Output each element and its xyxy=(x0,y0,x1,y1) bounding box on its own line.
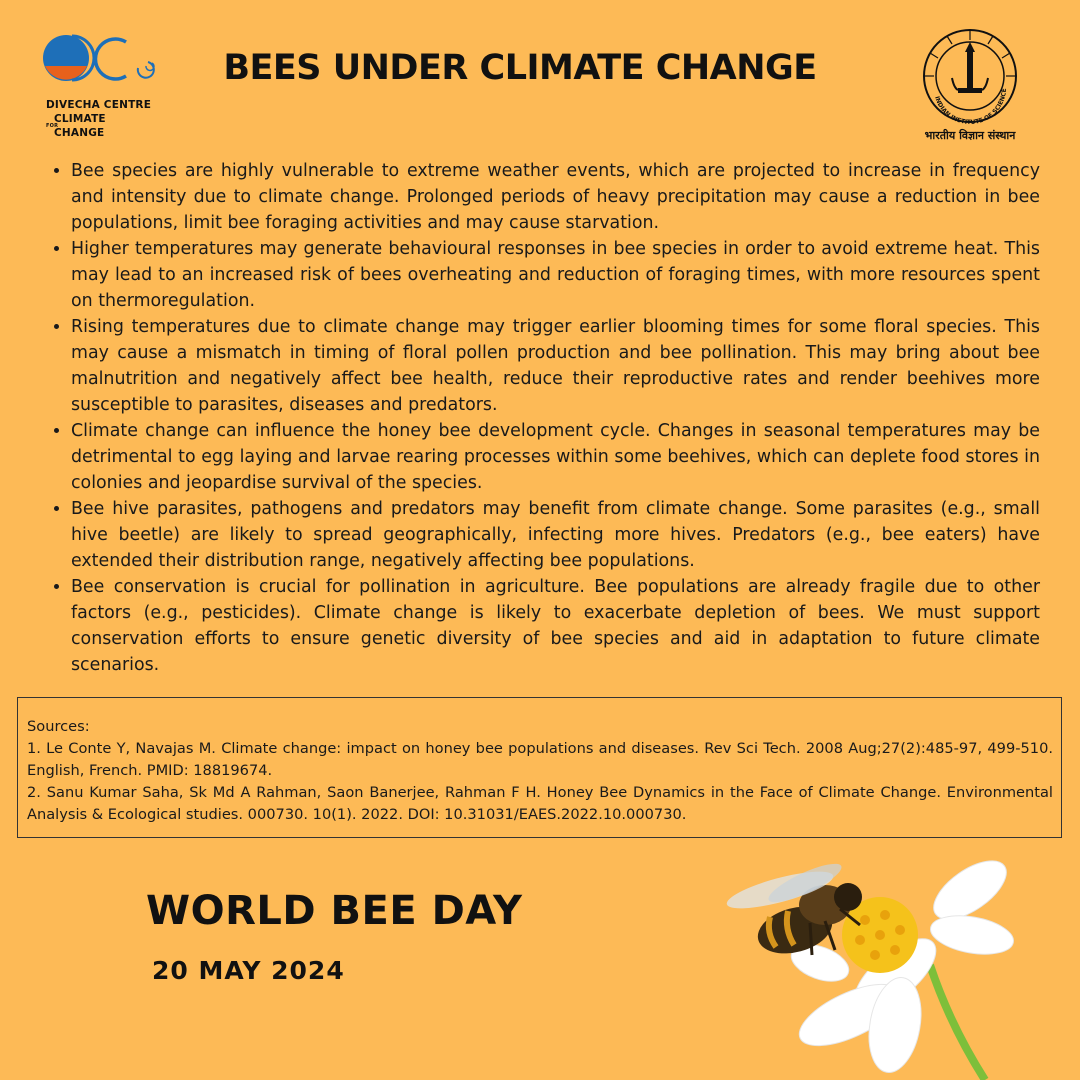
bullet-item: • Bee hive parasites, pathogens and predators may benefit from climate change. Some parasites (e.g., small hive beetle) are likely to spread geographically, infecting more hives. Predators (e.g., bee eaters) have extended their distribution range, negatively affecting bee populations. xyxy=(71,496,1040,574)
bullet-item: • Higher temperatures may generate behavioural responses in bee species in order to avoid extreme heat. This may lead to an increased risk of bees overheating and reduction of foraging times, with more resources spent on thermoregulation. xyxy=(71,236,1040,314)
divecha-logo-text xyxy=(46,98,158,140)
divecha-logo-icon xyxy=(38,30,158,96)
page-title: BEES UNDER CLIMATE CHANGE xyxy=(223,48,817,88)
sources-heading: Sources: xyxy=(27,718,90,735)
source-item: 2. Sanu Kumar Saha, Sk Md A Rahman, Saon Banerjee, Rahman F H. Honey Bee Dynamics in the Face of Climate Change. Environmental Analysis & Ecological studies. 000730. 10(1). 2022. DOI: 10.31031/EAES.2022.10.000730. xyxy=(27,784,1053,823)
divecha-logo-line2: CLIMATE CHANGE xyxy=(54,113,106,139)
bullet-item: • Bee species are highly vulnerable to extreme weather events, which are projected to increase in frequency and intensity due to climate change. Prolonged periods of heavy precipitation may cause a reduction in bee populations, limit bee foraging activities and may cause starvation. xyxy=(71,158,1040,236)
sources-box xyxy=(17,697,1062,838)
iisc-caption: भारतीय विज्ञान संस्थान xyxy=(924,129,1016,142)
bullet-list xyxy=(40,158,1040,678)
iisc-logo xyxy=(914,28,1034,148)
divecha-logo-for: FOR xyxy=(46,122,59,129)
iisc-seal-icon xyxy=(914,28,1026,128)
bullet-item: • Climate change can influence the honey bee development cycle. Changes in seasonal temperatures may be detrimental to egg laying and larvae rearing processes within some beehives, which can deplete food stores in colonies and jeopardise survival of the species. xyxy=(71,418,1040,496)
iisc-ring-text: INDIAN INSTITUTE OF SCIENCE xyxy=(933,88,1009,127)
divecha-logo xyxy=(38,30,158,139)
svg-text:INDIAN INSTITUTE OF SCIENCE xyxy=(933,88,1008,126)
bee-on-flower-icon xyxy=(700,845,1080,1080)
event-date: 20 MAY 2024 xyxy=(152,956,345,985)
divecha-logo-line1: DIVECHA CENTRE xyxy=(46,99,152,111)
bullet-item: • Rising temperatures due to climate change may trigger earlier blooming times for some floral species. This may cause a mismatch in timing of floral pollen production and bee pollination. This may bring about bee malnutrition and negatively affect bee health, reduce their reproductive rates and render beehives more susceptible to parasites, diseases and predators. xyxy=(71,314,1040,418)
event-title: WORLD BEE DAY xyxy=(146,888,523,934)
source-item: 1. Le Conte Y, Navajas M. Climate change: impact on honey bee populations and diseases. Rev Sci Tech. 2008 Aug;27(2):485-97, 499-510. English, French. PMID: 18819674. xyxy=(27,740,1053,779)
bullet-item: • Bee conservation is crucial for pollination in agriculture. Bee populations are already fragile due to other factors (e.g., pesticides). Climate change is likely to exacerbate depletion of bees. We must support conservation efforts to ensure genetic diversity of bee species and aid in adaptation to future climate scenarios. xyxy=(71,574,1040,678)
